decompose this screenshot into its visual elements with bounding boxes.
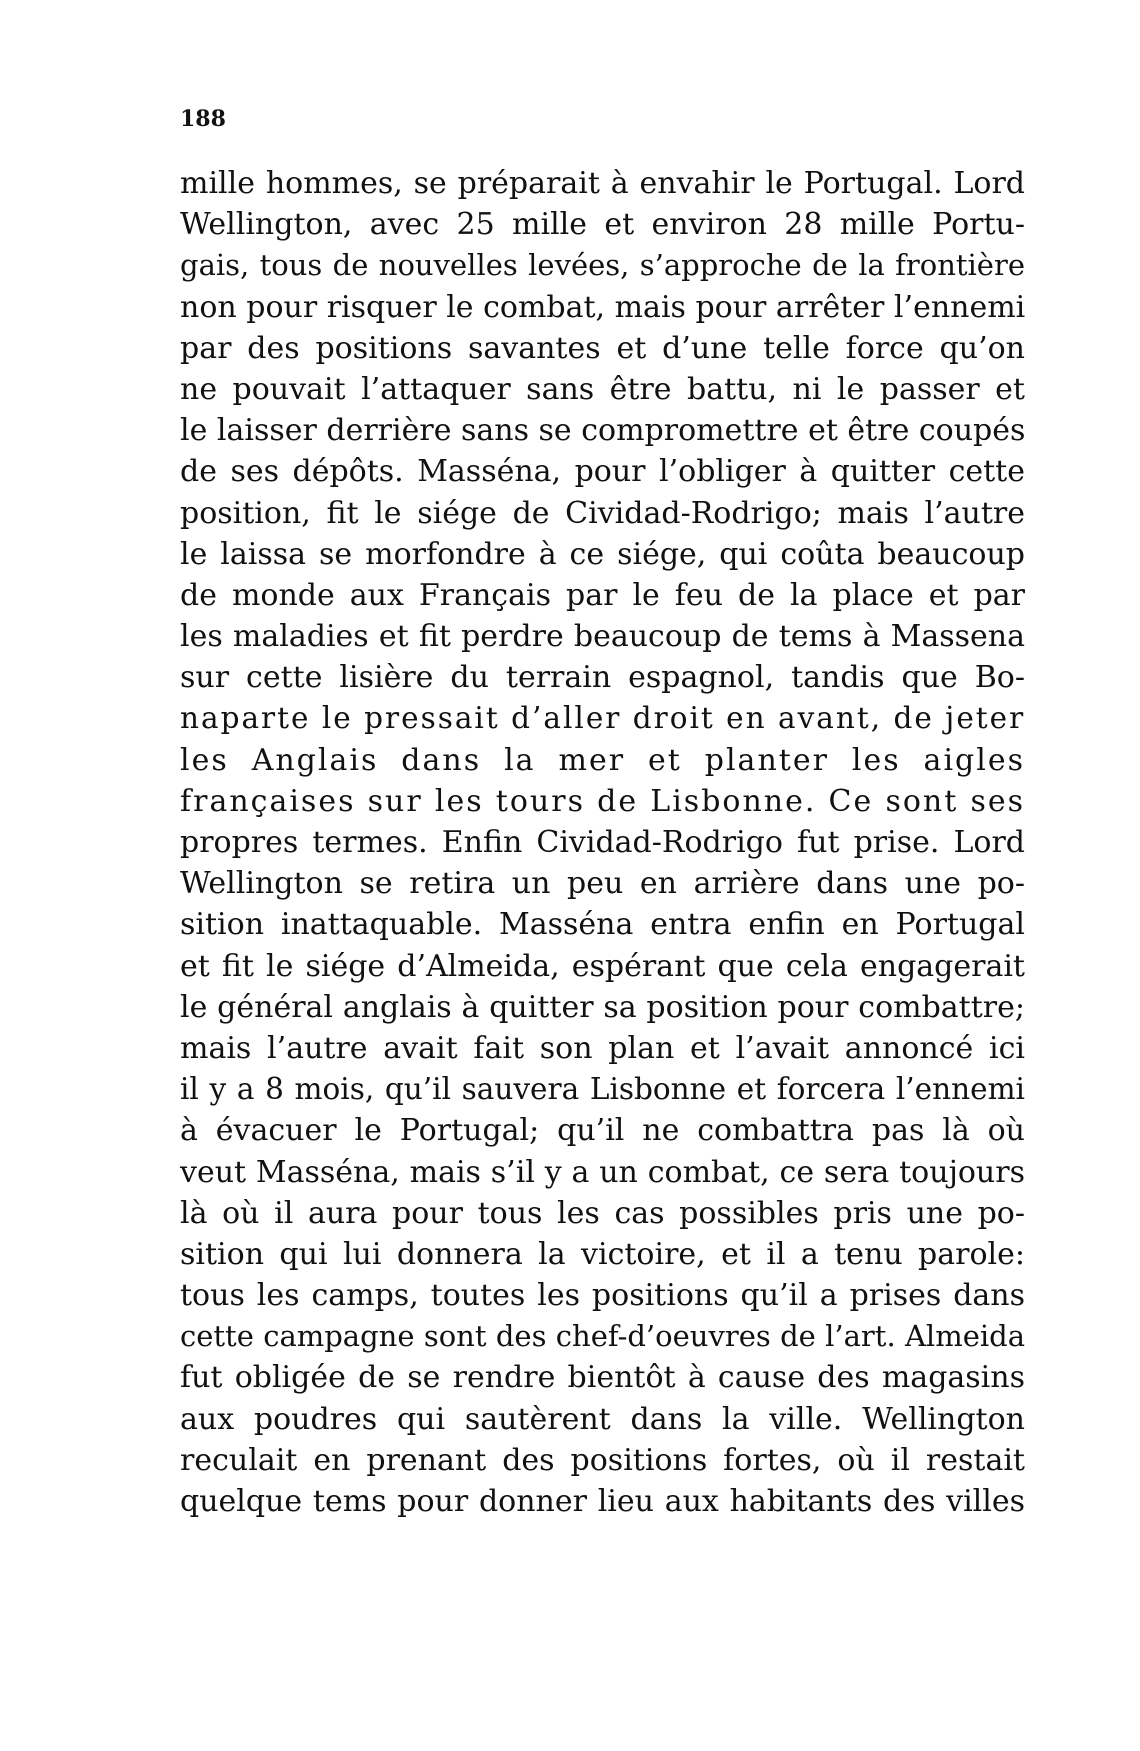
text-line: reculait en prenant des positions fortes, où il restait [180,1442,1025,1478]
text-line: quelque tems pour donner lieu aux habitants des villes [180,1484,1025,1519]
text-line: Wellington se retira un peu en arrière dans une po- [180,866,1025,902]
text-line: aux poudres qui sautèrent dans la ville. Wellington [180,1401,1025,1437]
text-line: le laisser derrière sans se compromettre et être coupés [180,413,1026,449]
text-line: position, fit le siége de Cividad-Rodrigo; mais l’autre [180,495,1025,531]
text-line: sition qui lui donnera la victoire, et il a tenu parole: [180,1236,1025,1272]
page-number: 188 [180,106,226,132]
text-line: mille hommes, se préparait à envahir le Portugal. Lord [180,166,1025,201]
text-line: les Anglais dans la mer et planter les aigles [180,742,1025,778]
text-line: et fit le siége d’Almeida, espérant que cela engagerait [180,948,1025,984]
text-line: par des positions savantes et d’une telle force qu’on [180,330,1025,366]
body-text [180,163,1025,1522]
text-line: il y a 8 mois, qu’il sauvera Lisbonne et forcera l’ennemi [180,1072,1025,1107]
text-line: fut obligée de se rendre bientôt à cause des magasins [180,1360,1025,1396]
text-line: de monde aux Français par le feu de la place et par [180,577,1025,613]
text-line: naparte le pressait d’aller droit en avant, de jeter [180,701,1026,736]
text-line: sition inattaquable. Masséna entra enfin en Portugal [180,907,1025,943]
text-line: les maladies et fit perdre beaucoup de tems à Massena [180,619,1025,655]
text-line: à évacuer le Portugal; qu’il ne combattra pas là où [180,1113,1025,1149]
text-line: propres termes. Enfin Cividad-Rodrigo fut prise. Lord [180,825,1025,860]
text-line: veut Masséna, mais s’il y a un combat, ce sera toujours [180,1154,1025,1190]
text-line: le général anglais à quitter sa position pour combattre; [180,989,1025,1025]
text-line: Wellington, avec 25 mille et environ 28 mille Portu- [180,207,1025,243]
text-line: ne pouvait l’attaquer sans être battu, ni le passer et [180,371,1025,407]
text-line: françaises sur les tours de Lisbonne. Ce sont ses [180,783,1025,819]
text-line: le laissa se morfondre à ce siége, qui coûta beaucoup [180,536,1025,572]
text-line: sur cette lisière du terrain espagnol, tandis que Bo- [180,660,1025,696]
text-line: là où il aura pour tous les cas possibles pris une po- [180,1195,1025,1231]
text-line: de ses dépôts. Masséna, pour l’obliger à quitter cette [180,454,1025,490]
text-line: non pour risquer le combat, mais pour arrêter l’ennemi [180,289,1026,325]
text-line: tous les camps, toutes les positions qu’il a prises dans [180,1278,1025,1314]
text-line: mais l’autre avait fait son plan et l’avait annoncé ici [180,1030,1025,1066]
text-line: cette campagne sont des chef-d’oeuvres de l’art. Almeida [180,1319,1025,1354]
text-line: gais, tous de nouvelles levées, s’approche de la frontière [180,248,1025,283]
